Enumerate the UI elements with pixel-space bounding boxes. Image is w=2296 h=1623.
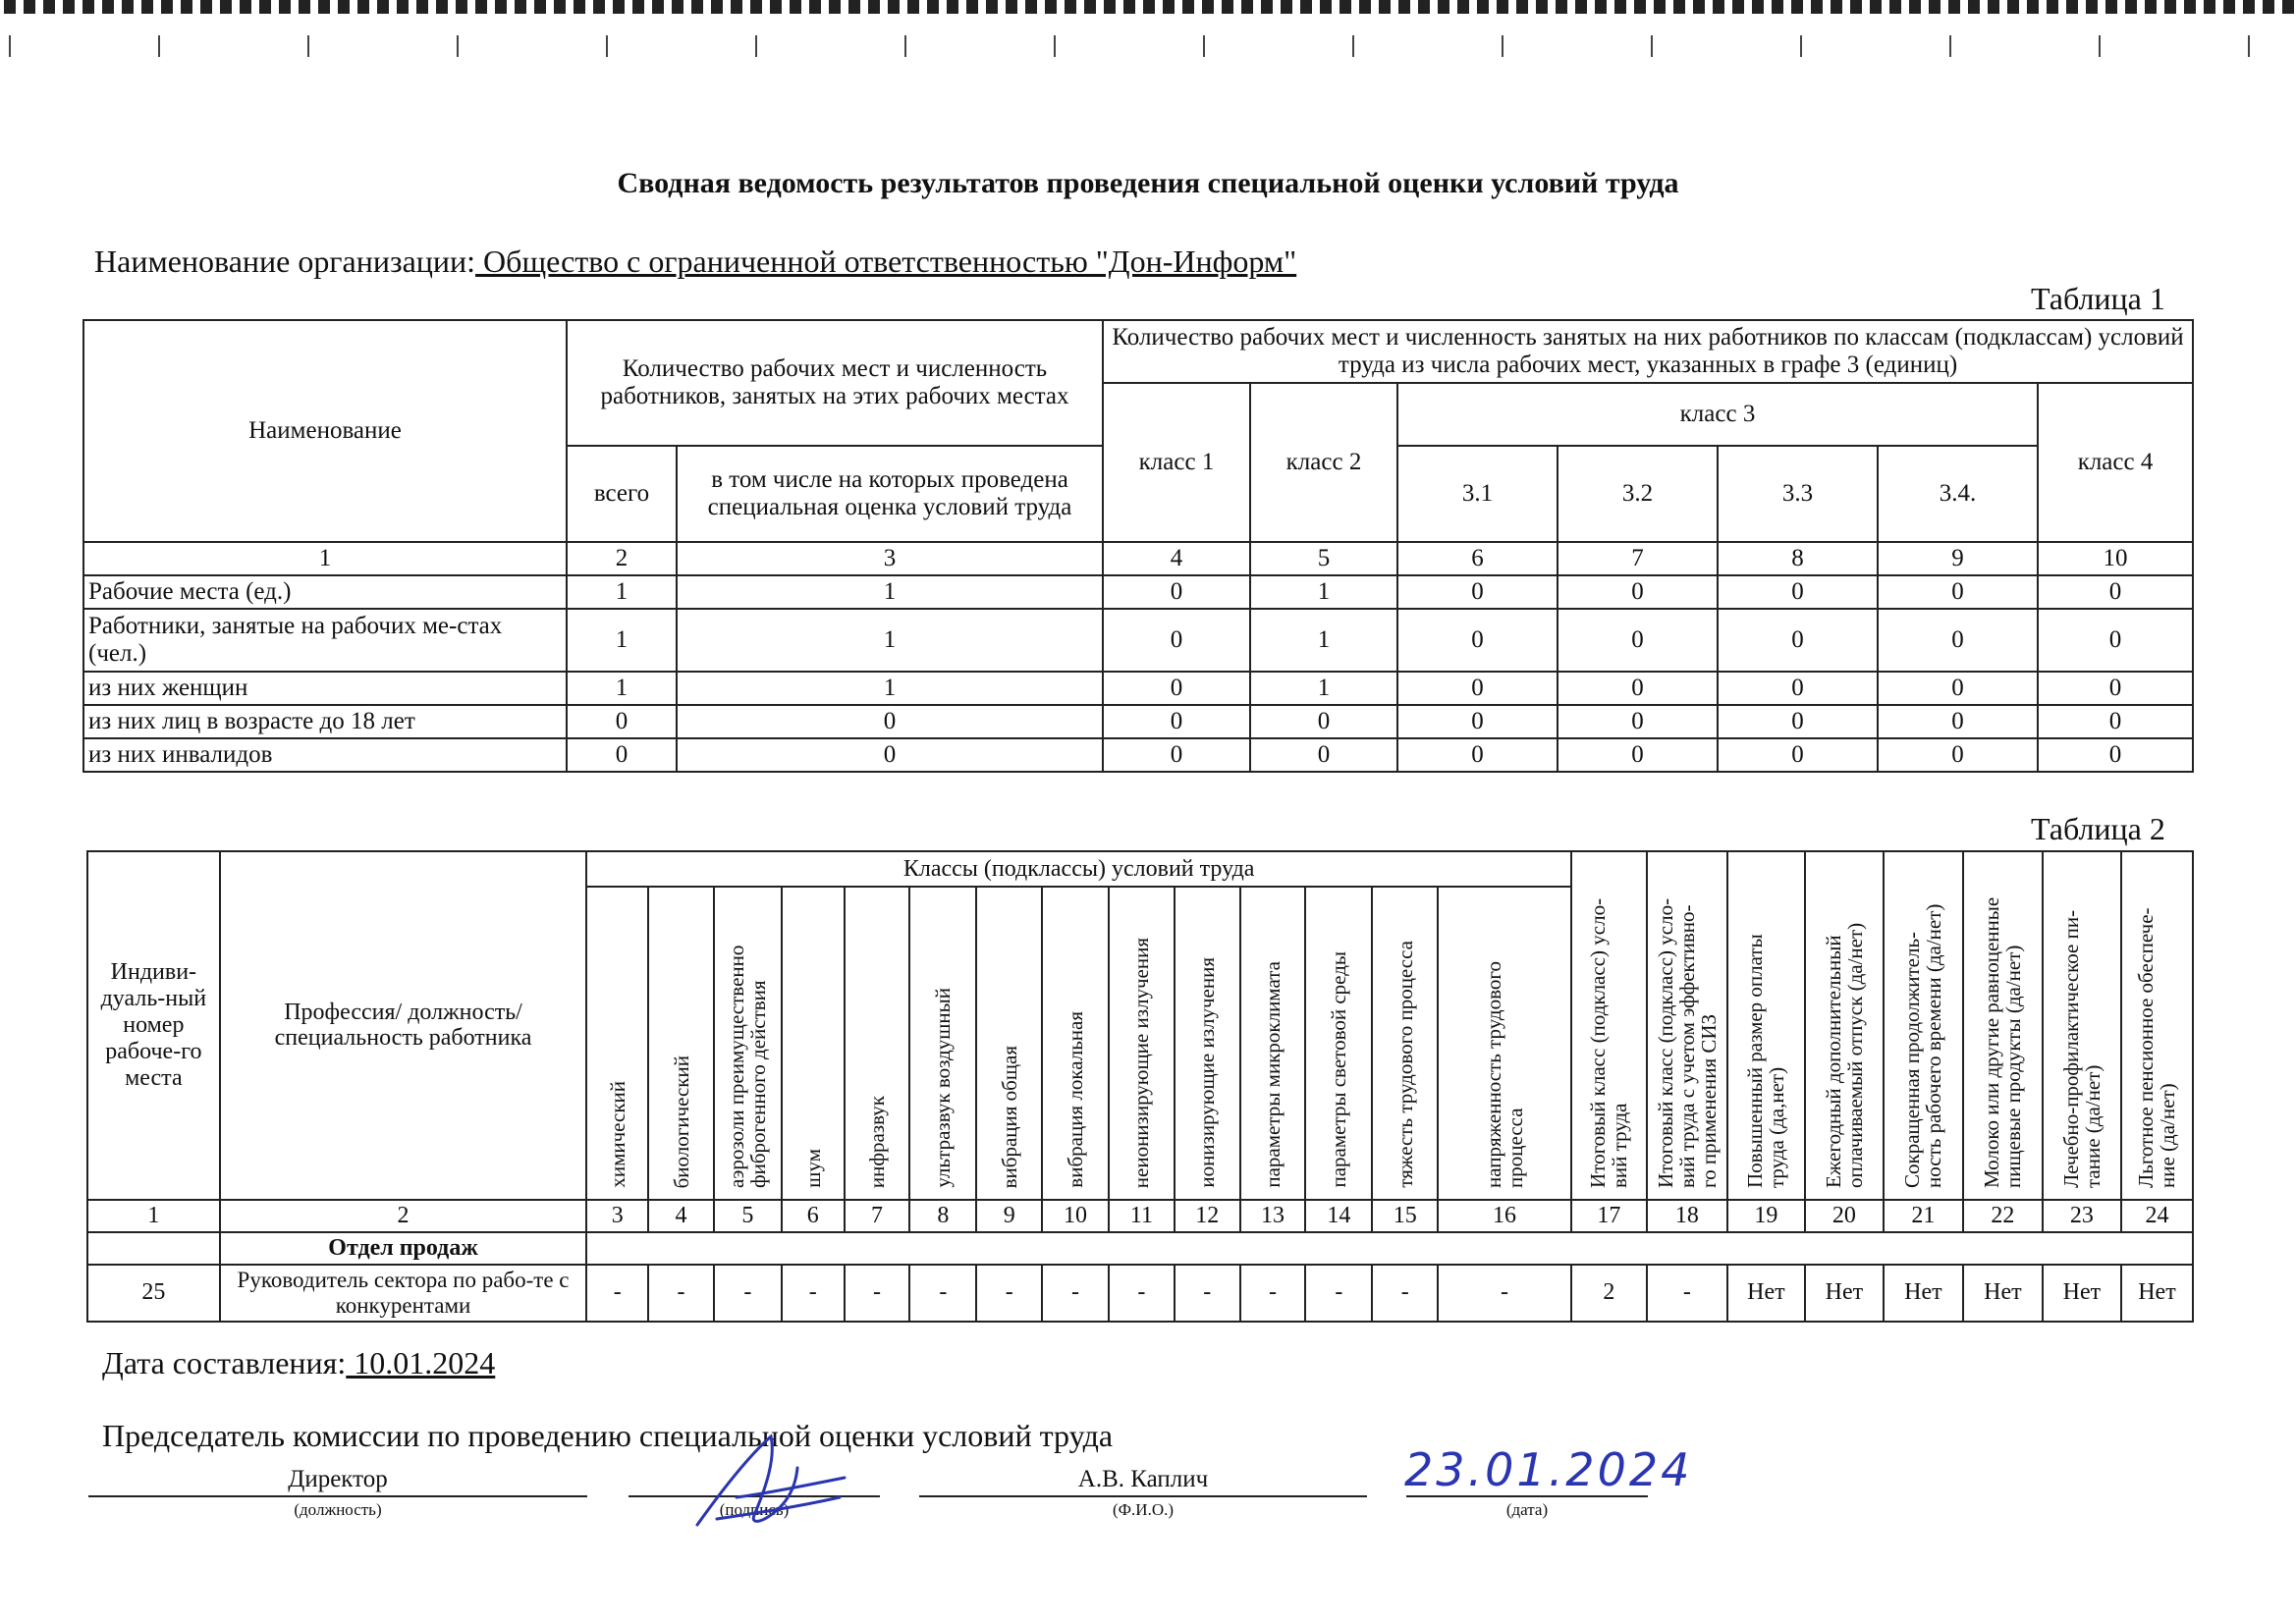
t1-header-class1: класс 1 bbox=[1103, 383, 1250, 542]
binding-hole bbox=[1988, 0, 1999, 14]
org-label: Наименование организации: bbox=[94, 243, 476, 279]
binding-hole bbox=[1634, 0, 1646, 14]
t2-header-increased-pay: Повышенный размер оплаты труда (да,нет) bbox=[1727, 851, 1805, 1200]
factor-header: химический bbox=[586, 887, 648, 1200]
binding-hole bbox=[1045, 0, 1057, 14]
factor-header: аэрозоли преимущественно фиброгенного действия bbox=[714, 887, 782, 1200]
t1-header-count: Количество рабочих мест и численность работников, занятых на этих рабочих местах bbox=[567, 320, 1103, 446]
binding-hole bbox=[1123, 0, 1135, 14]
t2-header-id: Индиви-дуаль-ный номер рабоче-го места bbox=[87, 851, 220, 1200]
binding-hole bbox=[1379, 0, 1391, 14]
binding-hole bbox=[1084, 0, 1096, 14]
col-number: 5 bbox=[1250, 542, 1397, 575]
cell-value: 0 bbox=[1878, 738, 2038, 772]
binding-hole bbox=[1006, 0, 1017, 14]
binding-hole bbox=[318, 0, 330, 14]
binding-hole bbox=[259, 0, 271, 14]
binding-hole bbox=[1791, 0, 1803, 14]
summary-table bbox=[82, 319, 2194, 773]
cell-value: 1 bbox=[567, 609, 677, 672]
binding-hole bbox=[2105, 0, 2117, 14]
binding-hole bbox=[1163, 0, 1175, 14]
col-number: 18 bbox=[1647, 1200, 1727, 1232]
binding-hole bbox=[2027, 0, 2039, 14]
document-title: Сводная ведомость результатов проведения специальной оценки условий труда bbox=[617, 167, 1679, 199]
cell-value: 0 bbox=[567, 705, 677, 738]
cell-value: 0 bbox=[1397, 738, 1558, 772]
col-number: 12 bbox=[1175, 1200, 1240, 1232]
col-number: 6 bbox=[1397, 542, 1558, 575]
binding-hole bbox=[2282, 0, 2294, 14]
cell-value: 0 bbox=[1558, 672, 1718, 705]
col-number: 23 bbox=[2043, 1200, 2121, 1232]
binding-hole bbox=[63, 0, 75, 14]
factor-header: вибрация локальная bbox=[1042, 887, 1109, 1200]
binding-hole bbox=[24, 0, 35, 14]
position-field: Директор bbox=[88, 1466, 587, 1497]
col-number: 11 bbox=[1109, 1200, 1175, 1232]
name-field: А.В. Каплич bbox=[919, 1466, 1367, 1497]
binding-hole bbox=[2145, 0, 2157, 14]
t1-header-3-2: 3.2 bbox=[1558, 446, 1718, 542]
org-name: Общество с ограниченной ответственностью "Дон-Информ" bbox=[475, 243, 1297, 279]
binding-hole bbox=[1359, 0, 1371, 14]
factor-header: ионизирующие излучения bbox=[1175, 887, 1240, 1200]
binding-hole bbox=[2243, 0, 2255, 14]
factor-header: биологический bbox=[648, 887, 714, 1200]
col-number: 7 bbox=[1558, 542, 1718, 575]
cell-value: 0 bbox=[1397, 575, 1558, 609]
binding-hole bbox=[338, 0, 350, 14]
organization-line bbox=[94, 243, 1296, 280]
cell-value: 1 bbox=[1250, 609, 1397, 672]
cell-value: 0 bbox=[1103, 609, 1250, 672]
t1-header-classes: Количество рабочих мест и численность занятых на них работников по классам (подклассам) условий труда из числа рабочих мест, указанных в графе 3 (единиц) bbox=[1103, 320, 2193, 383]
binding-hole bbox=[593, 0, 605, 14]
factor-header: инфразвук bbox=[845, 887, 910, 1200]
binding-hole bbox=[1339, 0, 1351, 14]
binding-hole bbox=[2223, 0, 2235, 14]
cell-value: 0 bbox=[1558, 738, 1718, 772]
cell-value: 0 bbox=[1718, 705, 1878, 738]
table-row bbox=[83, 672, 2193, 705]
t1-header-3-1: 3.1 bbox=[1397, 446, 1558, 542]
binding-hole bbox=[1693, 0, 1705, 14]
binding-hole bbox=[4, 0, 16, 14]
binding-hole bbox=[1929, 0, 1941, 14]
t2-header-final-class-ppe: Итоговый класс (подкласс) усло-вий труда с учетом эффективно-го применения СИЗ bbox=[1647, 851, 1727, 1200]
t2-column-numbers bbox=[87, 1200, 2193, 1232]
table2-caption: Таблица 2 bbox=[2031, 811, 2165, 846]
cell-value: - bbox=[1109, 1265, 1175, 1322]
row-label: Рабочие места (ед.) bbox=[83, 575, 567, 609]
binding-hole bbox=[2047, 0, 2058, 14]
binding-hole bbox=[1300, 0, 1312, 14]
binding-hole bbox=[1909, 0, 1921, 14]
date-caption: (дата) bbox=[1505, 1500, 1549, 1519]
binding-hole bbox=[2086, 0, 2098, 14]
binding-hole bbox=[1477, 0, 1489, 14]
binding-hole bbox=[1831, 0, 1842, 14]
binding-hole bbox=[1732, 0, 1744, 14]
cell-value: 0 bbox=[1558, 575, 1718, 609]
factor-header: тяжесть трудового процесса bbox=[1372, 887, 1438, 1200]
binding-hole bbox=[475, 0, 487, 14]
compilation-date bbox=[102, 1345, 495, 1381]
col-number: 22 bbox=[1963, 1200, 2043, 1232]
t1-header-name: Наименование bbox=[83, 320, 567, 542]
cell-value: - bbox=[1042, 1265, 1109, 1322]
t2-header-classes: Классы (подклассы) условий труда bbox=[586, 851, 1571, 887]
cell-value: 0 bbox=[1878, 705, 2038, 738]
binding-hole bbox=[770, 0, 782, 14]
col-number: 2 bbox=[567, 542, 677, 575]
binding-hole bbox=[1438, 0, 1449, 14]
col-number: 6 bbox=[782, 1200, 845, 1232]
cell-value: 0 bbox=[1397, 672, 1558, 705]
factor-header: параметры световой среды bbox=[1305, 887, 1372, 1200]
binding-hole bbox=[200, 0, 212, 14]
col-number: 9 bbox=[976, 1200, 1042, 1232]
cell-value: 0 bbox=[2038, 672, 2193, 705]
cell-value: 0 bbox=[1103, 672, 1250, 705]
col-number: 10 bbox=[1042, 1200, 1109, 1232]
col-number: 8 bbox=[909, 1200, 976, 1232]
binding-hole bbox=[2066, 0, 2078, 14]
binding-hole bbox=[141, 0, 153, 14]
signature-caption: (подпись) bbox=[719, 1500, 790, 1519]
cell-value: - bbox=[1240, 1265, 1306, 1322]
cell-value: 0 bbox=[1103, 575, 1250, 609]
t1-header-class3: класс 3 bbox=[1397, 383, 2038, 446]
binding-hole bbox=[1556, 0, 1567, 14]
cell-value: 0 bbox=[1878, 575, 2038, 609]
binding-hole bbox=[1182, 0, 1194, 14]
name-caption: (Ф.И.О.) bbox=[1112, 1500, 1175, 1519]
binding-hole bbox=[1614, 0, 1626, 14]
cell-value: 0 bbox=[2038, 575, 2193, 609]
col-number: 9 bbox=[1878, 542, 2038, 575]
col-number: 1 bbox=[87, 1200, 220, 1232]
cell-value: Нет bbox=[1805, 1265, 1884, 1322]
date-label: Дата составления: bbox=[102, 1345, 347, 1380]
binding-hole bbox=[1497, 0, 1508, 14]
binding-hole bbox=[1457, 0, 1469, 14]
date-value: 10.01.2024 bbox=[346, 1345, 496, 1380]
cell-value: - bbox=[1175, 1265, 1240, 1322]
binding-hole bbox=[2204, 0, 2215, 14]
cell-value: Нет bbox=[1884, 1265, 1963, 1322]
binding-hole bbox=[416, 0, 428, 14]
table-row bbox=[83, 738, 2193, 772]
binding-hole bbox=[1811, 0, 1823, 14]
binding-hole bbox=[397, 0, 409, 14]
cell-value: - bbox=[782, 1265, 845, 1322]
cell-value: 1 bbox=[1250, 672, 1397, 705]
binding-hole bbox=[632, 0, 644, 14]
binding-hole bbox=[279, 0, 291, 14]
cell-value: 0 bbox=[1397, 705, 1558, 738]
cell-value: 0 bbox=[1103, 705, 1250, 738]
t1-header-class4: класс 4 bbox=[2038, 383, 2193, 542]
binding-hole bbox=[534, 0, 546, 14]
binding-hole bbox=[102, 0, 114, 14]
binding-holes-strip bbox=[0, 0, 2296, 61]
binding-hole bbox=[515, 0, 526, 14]
binding-hole bbox=[495, 0, 507, 14]
t2-header-nutrition: Лечебно-профилактическое пи-тание (да/нет) bbox=[2043, 851, 2121, 1200]
cell-value: - bbox=[714, 1265, 782, 1322]
binding-hole bbox=[1418, 0, 1430, 14]
binding-hole bbox=[456, 0, 467, 14]
factor-header: ультразвук воздушный bbox=[909, 887, 976, 1200]
col-number: 3 bbox=[586, 1200, 648, 1232]
section-empty-cell bbox=[87, 1232, 220, 1265]
binding-hole bbox=[554, 0, 566, 14]
t2-header-final-class: Итоговый класс (подкласс) усло-вий труда bbox=[1571, 851, 1647, 1200]
cell-value: 0 bbox=[1558, 705, 1718, 738]
factor-header: неионизирующие излучения bbox=[1109, 887, 1175, 1200]
binding-hole bbox=[1202, 0, 1214, 14]
binding-hole bbox=[299, 0, 310, 14]
binding-hole bbox=[829, 0, 841, 14]
cell-value: 0 bbox=[1718, 672, 1878, 705]
col-number: 5 bbox=[714, 1200, 782, 1232]
section-empty-cell bbox=[586, 1232, 2193, 1265]
cell-value: 1 bbox=[567, 575, 677, 609]
t1-header-3-3: 3.3 bbox=[1718, 446, 1878, 542]
binding-hole bbox=[1772, 0, 1783, 14]
binding-hole bbox=[2125, 0, 2137, 14]
col-number: 15 bbox=[1372, 1200, 1438, 1232]
binding-hole bbox=[1673, 0, 1685, 14]
cell-value: 1 bbox=[567, 672, 677, 705]
cell-value: 0 bbox=[1718, 738, 1878, 772]
col-number: 4 bbox=[648, 1200, 714, 1232]
binding-hole bbox=[731, 0, 742, 14]
cell-value: 0 bbox=[2038, 738, 2193, 772]
binding-hole bbox=[357, 0, 369, 14]
cell-value: 0 bbox=[1558, 609, 1718, 672]
cell-value: Нет bbox=[1727, 1265, 1805, 1322]
binding-hole bbox=[1595, 0, 1607, 14]
cell-value: 0 bbox=[1718, 575, 1878, 609]
binding-hole bbox=[43, 0, 55, 14]
section-label: Отдел продаж bbox=[220, 1232, 587, 1265]
cell-value: 2 bbox=[1571, 1265, 1647, 1322]
binding-hole bbox=[613, 0, 625, 14]
binding-hole bbox=[1654, 0, 1666, 14]
commission-chair-text: Председатель комиссии по проведению специальной оценки условий труда bbox=[102, 1418, 1114, 1453]
binding-hole bbox=[1516, 0, 1528, 14]
binding-hole bbox=[220, 0, 232, 14]
workplace-profession: Руководитель сектора по рабо-те с конкурентами bbox=[220, 1265, 587, 1322]
factor-header: напряженность трудового процесса bbox=[1438, 887, 1571, 1200]
binding-hole bbox=[1889, 0, 1901, 14]
binding-hole bbox=[1065, 0, 1076, 14]
cell-value: Нет bbox=[2121, 1265, 2193, 1322]
binding-hole bbox=[691, 0, 703, 14]
t2-header-milk: Молоко или другие равноценные пищевые продукты (да/нет) bbox=[1963, 851, 2043, 1200]
cell-value: 0 bbox=[1103, 738, 1250, 772]
binding-hole bbox=[809, 0, 821, 14]
binding-hole bbox=[1536, 0, 1548, 14]
cell-value: 1 bbox=[1250, 575, 1397, 609]
binding-hole bbox=[927, 0, 939, 14]
cell-value: 0 bbox=[1250, 705, 1397, 738]
col-number: 1 bbox=[83, 542, 567, 575]
t2-header-reduced-hours: Сокращенная продолжитель-ность рабочего времени (да/нет) bbox=[1884, 851, 1963, 1200]
cell-value: 0 bbox=[1397, 609, 1558, 672]
t2-header-extra-leave: Ежегодный дополнительный оплачиваемый отпуск (да/нет) bbox=[1805, 851, 1884, 1200]
table-row bbox=[87, 1265, 2193, 1322]
col-number: 21 bbox=[1884, 1200, 1963, 1232]
table-row bbox=[83, 705, 2193, 738]
binding-hole bbox=[1850, 0, 1862, 14]
table-row bbox=[83, 609, 2193, 672]
cell-value: 0 bbox=[2038, 609, 2193, 672]
col-number: 20 bbox=[1805, 1200, 1884, 1232]
col-number: 7 bbox=[845, 1200, 910, 1232]
col-number: 4 bbox=[1103, 542, 1250, 575]
t1-header-assessed: в том числе на которых проведена специальная оценка условий труда bbox=[677, 446, 1103, 542]
cell-value: - bbox=[1305, 1265, 1372, 1322]
cell-value: 1 bbox=[677, 672, 1103, 705]
row-label: из них инвалидов bbox=[83, 738, 567, 772]
cell-value: - bbox=[648, 1265, 714, 1322]
cell-value: 0 bbox=[1718, 609, 1878, 672]
col-number: 19 bbox=[1727, 1200, 1805, 1232]
binding-hole bbox=[750, 0, 762, 14]
t2-header-pension: Льготное пенсионное обеспече-ние (да/нет) bbox=[2121, 851, 2193, 1200]
binding-hole bbox=[1713, 0, 1724, 14]
col-number: 13 bbox=[1240, 1200, 1306, 1232]
binding-hole bbox=[2164, 0, 2176, 14]
col-number: 8 bbox=[1718, 542, 1878, 575]
binding-hole bbox=[161, 0, 173, 14]
binding-hole bbox=[652, 0, 664, 14]
binding-hole bbox=[1948, 0, 1960, 14]
table-row bbox=[83, 575, 2193, 609]
cell-value: 0 bbox=[1878, 672, 2038, 705]
cell-value: - bbox=[586, 1265, 648, 1322]
col-number: 14 bbox=[1305, 1200, 1372, 1232]
factor-header: параметры микроклимата bbox=[1240, 887, 1306, 1200]
binding-hole bbox=[888, 0, 900, 14]
binding-hole bbox=[907, 0, 919, 14]
col-number: 3 bbox=[677, 542, 1103, 575]
factor-header: вибрация общая bbox=[976, 887, 1042, 1200]
handwritten-signature bbox=[678, 1429, 854, 1537]
cell-value: - bbox=[976, 1265, 1042, 1322]
binding-hole bbox=[1320, 0, 1332, 14]
cell-value: Нет bbox=[2043, 1265, 2121, 1322]
binding-hole bbox=[1968, 0, 1980, 14]
binding-hole bbox=[436, 0, 448, 14]
cell-value: - bbox=[1372, 1265, 1438, 1322]
cell-value: 1 bbox=[677, 575, 1103, 609]
t1-column-numbers bbox=[83, 542, 2193, 575]
binding-hole bbox=[868, 0, 880, 14]
binding-hole bbox=[947, 0, 958, 14]
binding-hole bbox=[240, 0, 251, 14]
cell-value: - bbox=[1438, 1265, 1571, 1322]
cell-value: - bbox=[1647, 1265, 1727, 1322]
row-label: Работники, занятые на рабочих ме-стах (чел.) bbox=[83, 609, 567, 672]
binding-hole bbox=[82, 0, 94, 14]
binding-hole bbox=[1261, 0, 1273, 14]
binding-hole bbox=[1752, 0, 1764, 14]
cell-value: - bbox=[845, 1265, 910, 1322]
t1-header-class2: класс 2 bbox=[1250, 383, 1397, 542]
binding-hole bbox=[790, 0, 801, 14]
cell-value: - bbox=[909, 1265, 976, 1322]
binding-hole bbox=[1398, 0, 1410, 14]
binding-hole bbox=[2007, 0, 2019, 14]
handwritten-date: 23.01.2024 bbox=[1404, 1443, 1693, 1496]
col-number: 2 bbox=[220, 1200, 587, 1232]
cell-value: 0 bbox=[1250, 738, 1397, 772]
cell-value: 0 bbox=[2038, 705, 2193, 738]
workplace-table bbox=[86, 850, 2194, 1323]
workplace-id: 25 bbox=[87, 1265, 220, 1322]
t1-header-3-4: 3.4. bbox=[1878, 446, 2038, 542]
cell-value: 1 bbox=[677, 609, 1103, 672]
row-label: из них лиц в возрасте до 18 лет bbox=[83, 705, 567, 738]
binding-hole bbox=[1104, 0, 1116, 14]
t2-header-profession: Профессия/ должность/ специальность работника bbox=[220, 851, 587, 1200]
table1-caption: Таблица 1 bbox=[2031, 281, 2165, 316]
binding-hole bbox=[122, 0, 134, 14]
t1-header-total: всего bbox=[567, 446, 677, 542]
binding-hole bbox=[1870, 0, 1882, 14]
binding-hole bbox=[986, 0, 998, 14]
row-label: из них женщин bbox=[83, 672, 567, 705]
position-caption: (должность) bbox=[294, 1500, 382, 1519]
binding-hole bbox=[2263, 0, 2274, 14]
binding-hole bbox=[1143, 0, 1155, 14]
binding-hole bbox=[711, 0, 723, 14]
factor-header: шум bbox=[782, 887, 845, 1200]
cell-value: Нет bbox=[1963, 1265, 2043, 1322]
cell-value: 0 bbox=[677, 705, 1103, 738]
binding-hole bbox=[1025, 0, 1037, 14]
binding-hole bbox=[2184, 0, 2196, 14]
binding-hole bbox=[848, 0, 860, 14]
col-number: 10 bbox=[2038, 542, 2193, 575]
col-number: 16 bbox=[1438, 1200, 1571, 1232]
binding-hole bbox=[1281, 0, 1292, 14]
binding-hole bbox=[966, 0, 978, 14]
binding-hole bbox=[1222, 0, 1233, 14]
binding-hole bbox=[574, 0, 585, 14]
binding-hole bbox=[377, 0, 389, 14]
binding-hole bbox=[181, 0, 192, 14]
cell-value: 0 bbox=[567, 738, 677, 772]
cell-value: 0 bbox=[677, 738, 1103, 772]
binding-hole bbox=[672, 0, 683, 14]
binding-hole bbox=[1241, 0, 1253, 14]
cell-value: 0 bbox=[1878, 609, 2038, 672]
binding-hole bbox=[1575, 0, 1587, 14]
col-number: 24 bbox=[2121, 1200, 2193, 1232]
col-number: 17 bbox=[1571, 1200, 1647, 1232]
